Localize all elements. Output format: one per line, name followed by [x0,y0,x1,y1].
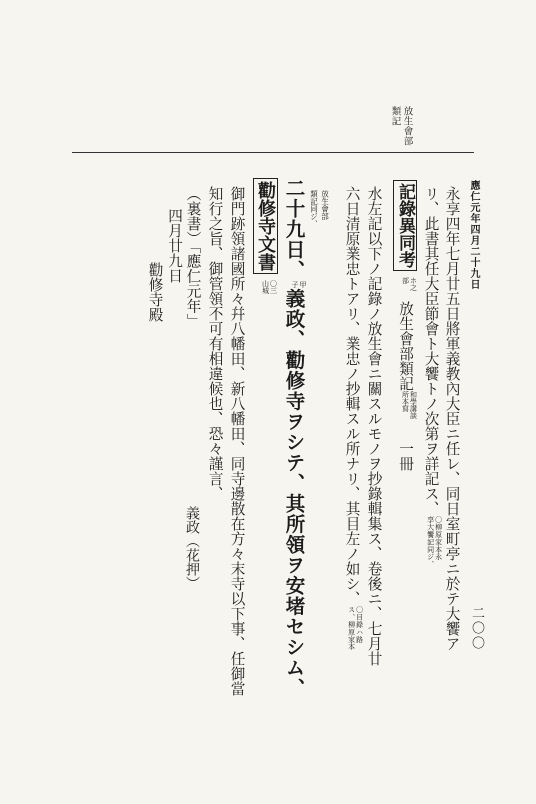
source-title-kiroku-idoko: 記錄異同考 [393,180,417,271]
entry-heading: 二十九日、甲 子義政、勸修寺ヲシテ、其所領ヲ安堵セシム、 [282,178,307,699]
date-header: 應仁元年四月二十九日 [468,180,479,290]
signature: 義政（花押） [184,506,200,590]
text-column-12: 四月廿九日 [166,208,183,283]
text-column-4: 水左記以下ノ記錄ノ放生會ニ關スルモノヲ抄錄輯集ス、卷後ニ、七月廿 [365,186,383,666]
text-column-2: リ、此書其任大臣節會ト大饗トノ次第ヲ詳記ス、〇柳原家本永 享大饗記同ジ、 [422,186,443,568]
source-title-kanshuji-monjo: 勸修寺文書 [253,178,278,274]
text-column-3: 記錄異同考ホ之 部放生會部類記和學講談 所本寫一冊 [396,180,418,471]
text-column-5: 六日清原業忠トアリ、業忠ノ抄輯スル所ナリ、其目左ノ如シ、〇目錄ハ路 ス、柳原家本 [343,186,364,651]
text-column-6b: 類記同ジ、 [309,190,319,228]
text-column-1: 永享四年七月廿五日將軍義教內大臣ニ任レ、同日室町亭ニ於テ大饗ア [443,186,461,651]
text-column-9: 御門跡領諸國所々幷八幡田、新八幡田、同寺邊散在方々末寺以下事、任御當 [228,186,246,696]
header-rule [72,152,474,153]
text-column-11: （裏書）「應仁元年」 [184,186,202,329]
text-column-6a: 放生會部 [320,190,330,220]
text-column-10: 知行之旨、御管領不可有相違候也、恐々謹言、 [206,186,224,501]
addressee: 勸修寺殿 [146,262,164,322]
text-column-8: 勸修寺文書〇三 山城 [256,178,278,294]
side-label-line2: 類記 [389,106,401,126]
side-label-line1: 放生會部 [401,106,413,146]
page-number: 二〇〇 [469,606,484,651]
